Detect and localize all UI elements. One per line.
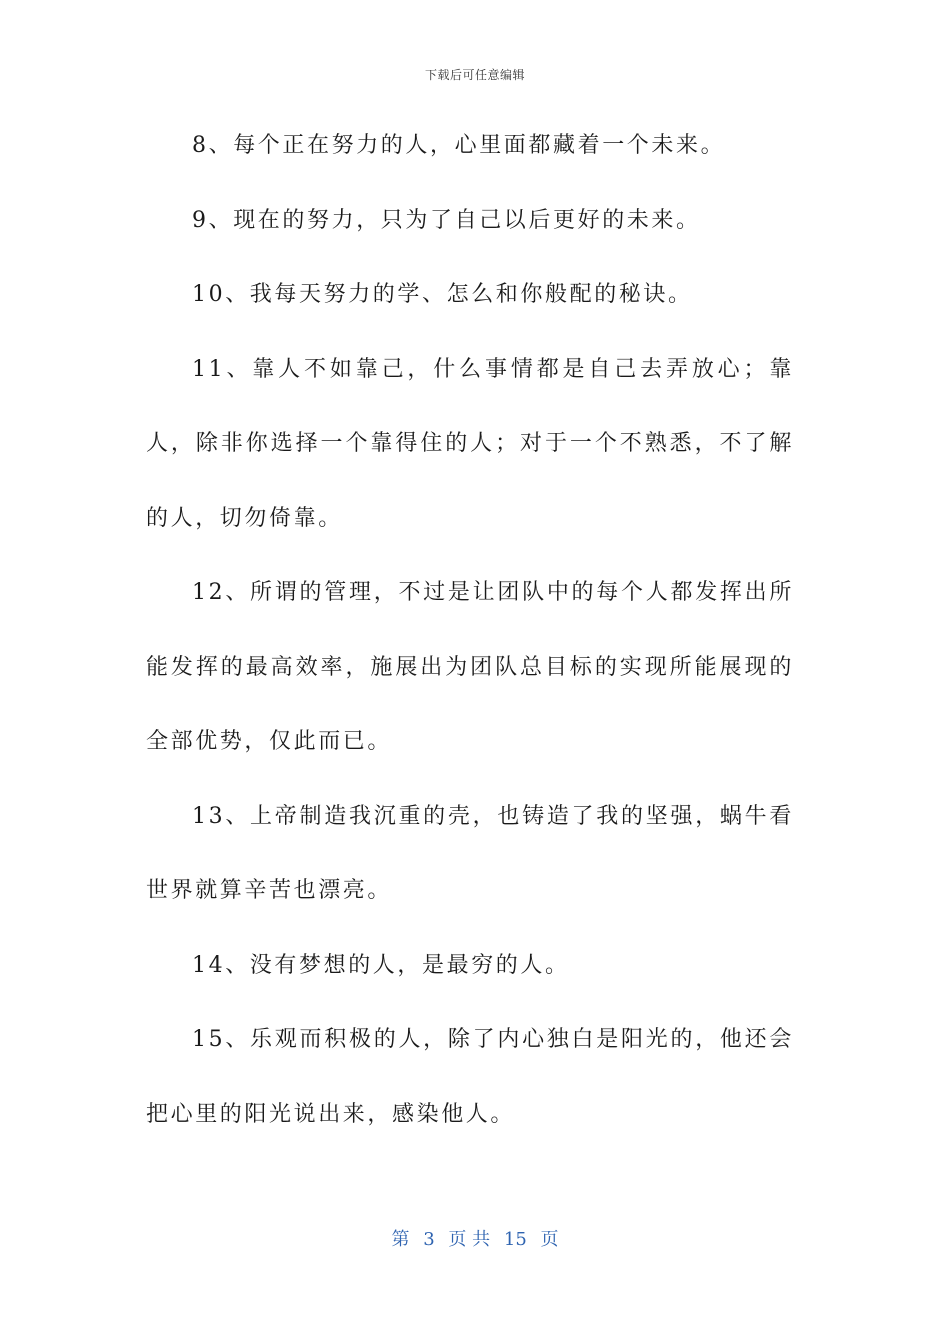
- paragraph-13: 13、上帝制造我沉重的壳，也铸造了我的坚强，蜗牛看世界就算辛苦也漂亮。: [146, 803, 794, 903]
- footer-current-page: 3: [423, 1229, 435, 1250]
- page-footer: [0, 1225, 950, 1251]
- paragraph-9: 9、现在的努力，只为了自己以后更好的未来。: [192, 207, 701, 233]
- paragraph-14: 14、没有梦想的人，是最穷的人。: [192, 952, 570, 978]
- header-note: 下载后可任意编辑: [424, 68, 525, 82]
- footer-middle: 页 共: [448, 1229, 491, 1250]
- footer-total-pages: 15: [503, 1229, 527, 1250]
- paragraph-15: 15、乐观而积极的人，除了内心独白是阳光的，他还会把心里的阳光说出来，感染他人。: [146, 1027, 794, 1127]
- footer-suffix: 页: [540, 1229, 559, 1250]
- page-header: [0, 66, 950, 83]
- paragraph-11: 11、靠人不如靠己，什么事情都是自己去弄放心；靠人，除非你选择一个靠得住的人；对于一个不熟悉，不了解的人，切勿倚靠。: [146, 356, 794, 531]
- paragraph-8: 8、每个正在努力的人，心里面都藏着一个未来。: [192, 133, 726, 158]
- paragraph-12: 12、所谓的管理，不过是让团队中的每个人都发挥出所能发挥的最高效率，施展出为团队总目标的实现所能展现的全部优势，仅此而已。: [146, 580, 794, 754]
- paragraph-10: 10、我每天努力的学、怎么和你般配的秘诀。: [192, 282, 693, 307]
- document-body: [146, 109, 794, 1152]
- footer-prefix: 第: [391, 1229, 410, 1250]
